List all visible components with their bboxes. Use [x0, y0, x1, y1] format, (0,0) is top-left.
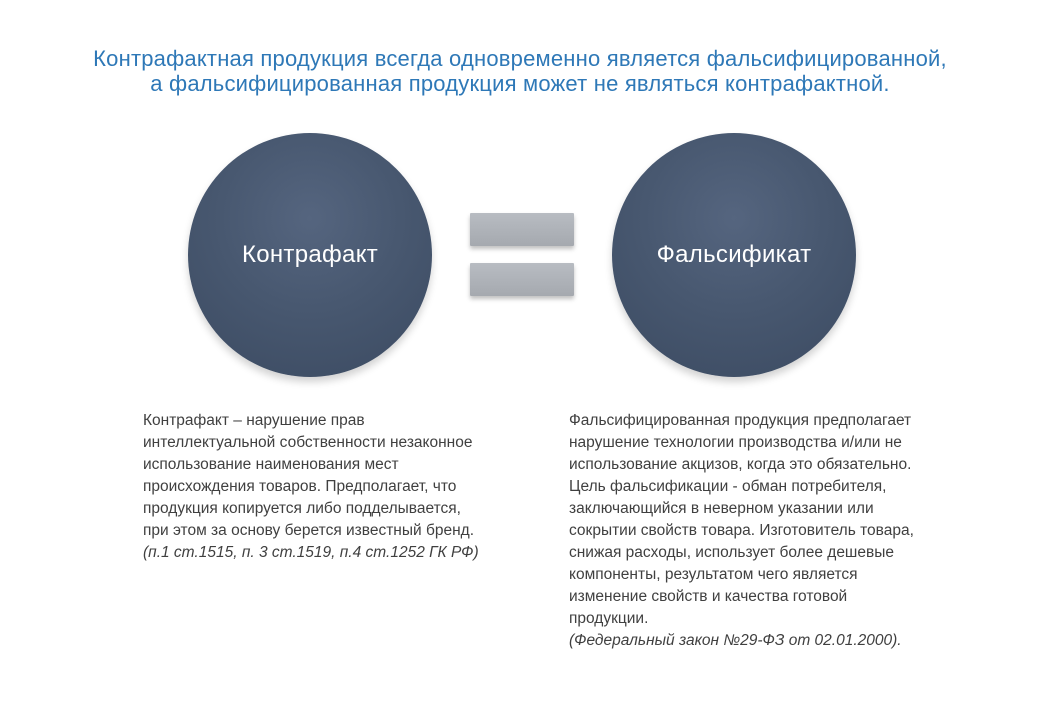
falsification-description-line: изменение свойств и качества готовой [569, 588, 848, 605]
falsification-description-line: сокрытии свойств товара. Изготовитель товара, [569, 522, 914, 539]
counterfeit-description-line: происхождения товаров. Предполагает, что [143, 478, 457, 495]
counterfeit-circle-label: Контрафакт [241, 241, 379, 268]
falsification-circle-label: Фальсификат [656, 241, 812, 268]
equals-sign-top-bar [470, 213, 574, 246]
falsification-description-line: Цель фальсификации - обман потребителя, [569, 478, 887, 495]
falsification-description-line: заключающийся в неверном указании или [569, 500, 874, 517]
counterfeit-description-line: продукция копируется либо подделывается, [143, 500, 461, 517]
falsification-circle [612, 133, 856, 377]
falsification-description-line: Фальсифицированная продукция предполагает [569, 412, 912, 429]
counterfeit-description-line: при этом за основу берется известный бренд. [143, 522, 475, 539]
falsification-description [569, 410, 969, 652]
falsification-legal-reference: (Федеральный закон №29-ФЗ от 02.01.2000). [569, 632, 902, 649]
counterfeit-circle [188, 133, 432, 377]
falsification-description-line: использование акцизов, когда это обязательно. [569, 456, 912, 473]
counterfeit-description-line: Контрафакт – нарушение прав [143, 412, 365, 429]
headline [20, 46, 1020, 96]
equals-sign-bottom-bar [470, 263, 574, 296]
falsification-description-line: снижая расходы, использует более дешевые [569, 544, 894, 561]
counterfeit-description-line: использование наименования мест [143, 456, 399, 473]
counterfeit-description-line: интеллектуальной собственности незаконное [143, 434, 473, 451]
falsification-description-line: продукции. [569, 610, 649, 627]
headline-line-1: Контрафактная продукция всегда одновременно является фальсифицированной, [93, 46, 947, 71]
counterfeit-description [143, 410, 523, 564]
falsification-description-line: нарушение технологии производства и/или не [569, 434, 902, 451]
falsification-description-line: компоненты, результатом чего является [569, 566, 858, 583]
headline-line-2: а фальсифицированная продукция может не являться контрафактной. [150, 71, 890, 96]
counterfeit-legal-reference: (п.1 ст.1515, п. 3 ст.1519, п.4 ст.1252 ГК РФ) [143, 544, 479, 561]
